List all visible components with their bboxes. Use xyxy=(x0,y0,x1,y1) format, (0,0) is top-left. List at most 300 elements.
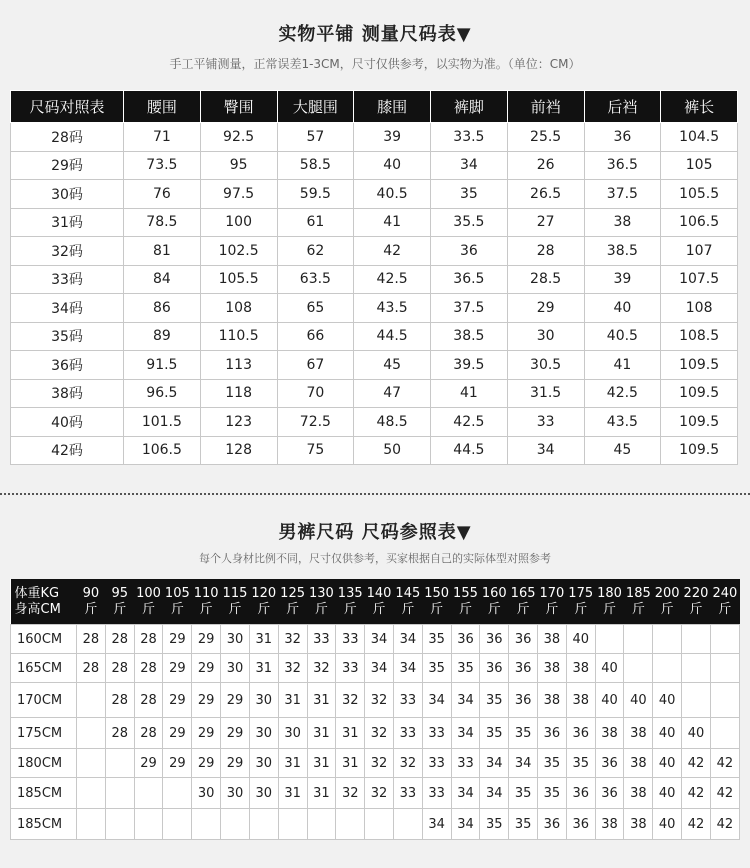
size-cell: 31 xyxy=(278,749,307,778)
weight-header xyxy=(682,579,711,625)
weight-value: 95 xyxy=(111,585,128,601)
size-cell: 36 xyxy=(566,718,595,749)
weight-header xyxy=(566,579,595,625)
table-row xyxy=(11,208,738,237)
weight-header xyxy=(365,579,394,625)
size-cell: 28 xyxy=(105,718,134,749)
weight-unit: 斤 xyxy=(286,601,300,617)
table-row xyxy=(11,294,738,323)
size-cell: 36 xyxy=(538,718,567,749)
size-cell: 40 xyxy=(653,778,682,809)
table-cell: 30码 xyxy=(11,180,124,209)
weight-unit: 斤 xyxy=(545,601,559,617)
table-row xyxy=(11,625,740,654)
weight-value: 240 xyxy=(712,585,738,601)
size-chart-title: 实物平铺 测量尺码表▼ xyxy=(278,24,472,45)
table-row xyxy=(11,123,738,152)
table-cell: 38 xyxy=(584,208,661,237)
size-cell: 35 xyxy=(509,778,538,809)
weight-header xyxy=(221,579,250,625)
table-cell: 41 xyxy=(584,351,661,380)
size-cell xyxy=(77,683,106,718)
size-cell: 34 xyxy=(365,654,394,683)
table-cell: 30.5 xyxy=(507,351,584,380)
weight-unit: 斤 xyxy=(314,601,328,617)
size-cell: 30 xyxy=(249,749,278,778)
weight-value: 130 xyxy=(308,585,334,601)
table-cell: 81 xyxy=(124,237,201,266)
table-cell: 34 xyxy=(507,436,584,465)
table-cell: 36码 xyxy=(11,351,124,380)
size-cell: 36 xyxy=(566,809,595,840)
weight-header xyxy=(538,579,567,625)
height-cell: 185CM xyxy=(11,809,77,840)
size-cell: 30 xyxy=(249,718,278,749)
size-cell: 38 xyxy=(624,718,653,749)
table-cell: 113 xyxy=(200,351,277,380)
table-cell: 39.5 xyxy=(431,351,508,380)
table-cell: 28.5 xyxy=(507,265,584,294)
table-cell: 109.5 xyxy=(661,408,738,437)
table-cell: 110.5 xyxy=(200,322,277,351)
weight-value: 180 xyxy=(597,585,622,601)
table-cell: 36 xyxy=(584,123,661,152)
size-cell: 34 xyxy=(393,654,422,683)
size-cell: 32 xyxy=(336,778,365,809)
weight-header xyxy=(653,579,682,625)
table-cell: 27 xyxy=(507,208,584,237)
size-cell xyxy=(595,625,624,654)
table-cell: 35码 xyxy=(11,322,124,351)
table-cell: 105 xyxy=(661,151,738,180)
weight-label: 体重KG xyxy=(14,585,60,601)
table-row xyxy=(11,749,740,778)
size-cell: 35 xyxy=(566,749,595,778)
table-cell: 42.5 xyxy=(431,408,508,437)
weight-unit: 斤 xyxy=(718,601,732,617)
size-cell: 35 xyxy=(480,809,509,840)
size-cell xyxy=(77,749,106,778)
table-cell: 101.5 xyxy=(124,408,201,437)
table-cell: 33码 xyxy=(11,265,124,294)
size-cell: 35 xyxy=(422,625,451,654)
size-cell: 36 xyxy=(480,654,509,683)
weight-unit: 斤 xyxy=(142,601,156,617)
table-row xyxy=(11,265,738,294)
table-cell: 109.5 xyxy=(661,379,738,408)
size-cell: 29 xyxy=(192,683,221,718)
weight-header xyxy=(624,579,653,625)
size-cell: 33 xyxy=(393,683,422,718)
column-header: 腰围 xyxy=(124,91,201,123)
table-cell: 50 xyxy=(354,436,431,465)
size-cell: 40 xyxy=(653,718,682,749)
size-cell: 40 xyxy=(595,683,624,718)
size-cell xyxy=(163,778,192,809)
size-cell: 42 xyxy=(682,809,711,840)
size-cell: 34 xyxy=(480,778,509,809)
corner-header xyxy=(11,579,77,625)
size-cell xyxy=(105,749,134,778)
table-cell: 41 xyxy=(431,379,508,408)
size-cell xyxy=(307,809,336,840)
table-cell: 95 xyxy=(200,151,277,180)
size-cell: 35 xyxy=(538,778,567,809)
weight-header xyxy=(451,579,480,625)
table-cell: 44.5 xyxy=(431,436,508,465)
size-cell: 33 xyxy=(422,718,451,749)
table-cell: 108 xyxy=(200,294,277,323)
size-cell: 28 xyxy=(105,625,134,654)
weight-value: 110 xyxy=(193,585,219,601)
size-cell: 28 xyxy=(134,683,163,718)
size-cell xyxy=(682,654,711,683)
table-cell: 35 xyxy=(431,180,508,209)
table-row xyxy=(11,237,738,266)
table-cell: 45 xyxy=(354,351,431,380)
size-cell: 42 xyxy=(710,778,739,809)
table-cell: 123 xyxy=(200,408,277,437)
table-cell: 109.5 xyxy=(661,436,738,465)
weight-value: 220 xyxy=(683,585,709,601)
table-cell: 84 xyxy=(124,265,201,294)
table-cell: 38.5 xyxy=(584,237,661,266)
table-cell: 40 xyxy=(584,294,661,323)
table-cell: 47 xyxy=(354,379,431,408)
table-cell: 29 xyxy=(507,294,584,323)
table-cell: 26 xyxy=(507,151,584,180)
size-cell: 38 xyxy=(566,654,595,683)
weight-header xyxy=(393,579,422,625)
size-cell: 34 xyxy=(393,625,422,654)
size-cell: 33 xyxy=(451,749,480,778)
size-cell: 33 xyxy=(393,778,422,809)
weight-header xyxy=(480,579,509,625)
size-cell: 34 xyxy=(451,683,480,718)
size-cell: 32 xyxy=(307,654,336,683)
size-cell: 42 xyxy=(682,778,711,809)
size-cell: 29 xyxy=(163,718,192,749)
size-cell: 32 xyxy=(365,718,394,749)
section-divider xyxy=(0,493,750,495)
table-cell: 37.5 xyxy=(431,294,508,323)
size-cell: 32 xyxy=(365,778,394,809)
table-row xyxy=(11,809,740,840)
table-cell: 39 xyxy=(354,123,431,152)
size-cell: 36 xyxy=(509,654,538,683)
reference-table xyxy=(10,579,740,840)
size-cell: 40 xyxy=(624,683,653,718)
size-cell xyxy=(653,654,682,683)
weight-unit: 斤 xyxy=(574,601,588,617)
table-cell: 59.5 xyxy=(277,180,354,209)
table-cell: 118 xyxy=(200,379,277,408)
size-cell: 30 xyxy=(278,718,307,749)
weight-unit: 斤 xyxy=(199,601,213,617)
size-cell: 30 xyxy=(249,683,278,718)
size-cell: 31 xyxy=(307,749,336,778)
table-cell: 102.5 xyxy=(200,237,277,266)
size-cell: 34 xyxy=(451,718,480,749)
table-cell: 105.5 xyxy=(661,180,738,209)
table-cell: 45 xyxy=(584,436,661,465)
table-cell: 36.5 xyxy=(431,265,508,294)
size-cell: 28 xyxy=(134,718,163,749)
table-cell: 40码 xyxy=(11,408,124,437)
size-cell xyxy=(710,718,739,749)
table-cell: 43.5 xyxy=(354,294,431,323)
reference-chart-title: 男裤尺码 尺码参照表▼ xyxy=(278,522,472,543)
size-cell: 40 xyxy=(566,625,595,654)
column-header: 前裆 xyxy=(507,91,584,123)
size-cell: 30 xyxy=(221,778,250,809)
size-cell: 32 xyxy=(365,683,394,718)
size-cell: 40 xyxy=(653,809,682,840)
table-cell: 44.5 xyxy=(354,322,431,351)
size-cell: 40 xyxy=(682,718,711,749)
column-header: 大腿围 xyxy=(277,91,354,123)
size-cell xyxy=(278,809,307,840)
size-cell: 31 xyxy=(336,718,365,749)
size-cell: 35 xyxy=(509,809,538,840)
column-header: 尺码对照表 xyxy=(11,91,124,123)
height-cell: 165CM xyxy=(11,654,77,683)
table-cell: 105.5 xyxy=(200,265,277,294)
weight-value: 200 xyxy=(654,585,680,601)
table-cell: 86 xyxy=(124,294,201,323)
weight-value: 120 xyxy=(251,585,277,601)
height-cell: 175CM xyxy=(11,718,77,749)
table-row xyxy=(11,778,740,809)
size-cell: 38 xyxy=(624,749,653,778)
size-cell: 28 xyxy=(134,654,163,683)
size-cell: 31 xyxy=(249,625,278,654)
table-cell: 33 xyxy=(507,408,584,437)
weight-unit: 斤 xyxy=(84,601,98,617)
size-cell xyxy=(77,778,106,809)
weight-header xyxy=(509,579,538,625)
size-cell: 40 xyxy=(653,683,682,718)
table-cell: 35.5 xyxy=(431,208,508,237)
weight-unit: 斤 xyxy=(458,601,472,617)
table-cell: 36.5 xyxy=(584,151,661,180)
size-cell xyxy=(336,809,365,840)
weight-value: 170 xyxy=(539,585,565,601)
size-cell: 35 xyxy=(509,718,538,749)
size-cell: 31 xyxy=(307,683,336,718)
table-cell: 107 xyxy=(661,237,738,266)
size-cell: 31 xyxy=(336,749,365,778)
size-cell xyxy=(105,809,134,840)
table-cell: 32码 xyxy=(11,237,124,266)
table-row xyxy=(11,180,738,209)
size-cell: 36 xyxy=(538,809,567,840)
size-cell: 28 xyxy=(105,683,134,718)
table-cell: 97.5 xyxy=(200,180,277,209)
table-cell: 106.5 xyxy=(124,436,201,465)
table-row xyxy=(11,654,740,683)
weight-unit: 斤 xyxy=(343,601,357,617)
size-cell: 42 xyxy=(710,749,739,778)
size-cell: 29 xyxy=(163,749,192,778)
size-cell xyxy=(77,809,106,840)
table-cell: 67 xyxy=(277,351,354,380)
table-cell: 38.5 xyxy=(431,322,508,351)
size-cell: 40 xyxy=(595,654,624,683)
height-label: 身高CM xyxy=(14,601,61,617)
table-cell: 63.5 xyxy=(277,265,354,294)
table-cell: 38码 xyxy=(11,379,124,408)
weight-unit: 斤 xyxy=(372,601,386,617)
size-cell xyxy=(105,778,134,809)
height-cell: 170CM xyxy=(11,683,77,718)
size-cell: 36 xyxy=(509,683,538,718)
table-cell: 108.5 xyxy=(661,322,738,351)
size-cell: 29 xyxy=(163,654,192,683)
size-cell xyxy=(163,809,192,840)
size-cell: 38 xyxy=(624,809,653,840)
size-cell: 35 xyxy=(480,683,509,718)
size-cell: 29 xyxy=(163,683,192,718)
weight-unit: 斤 xyxy=(430,601,444,617)
size-cell: 29 xyxy=(221,683,250,718)
table-cell: 107.5 xyxy=(661,265,738,294)
table-cell: 66 xyxy=(277,322,354,351)
table-cell: 31码 xyxy=(11,208,124,237)
weight-value: 150 xyxy=(424,585,450,601)
size-cell: 38 xyxy=(538,683,567,718)
size-cell: 32 xyxy=(336,683,365,718)
size-cell: 33 xyxy=(307,625,336,654)
table-cell: 42.5 xyxy=(584,379,661,408)
table-row xyxy=(11,683,740,718)
table-cell: 73.5 xyxy=(124,151,201,180)
weight-header xyxy=(307,579,336,625)
table-cell: 25.5 xyxy=(507,123,584,152)
size-cell: 36 xyxy=(509,625,538,654)
size-cell: 42 xyxy=(710,809,739,840)
weight-header xyxy=(249,579,278,625)
table-cell: 92.5 xyxy=(200,123,277,152)
size-cell: 30 xyxy=(249,778,278,809)
size-cell: 30 xyxy=(192,778,221,809)
size-cell: 31 xyxy=(307,718,336,749)
weight-unit: 斤 xyxy=(170,601,184,617)
size-cell: 28 xyxy=(105,654,134,683)
size-cell xyxy=(393,809,422,840)
column-header: 膝围 xyxy=(354,91,431,123)
table-cell: 30 xyxy=(507,322,584,351)
size-cell: 34 xyxy=(422,809,451,840)
table-cell: 100 xyxy=(200,208,277,237)
size-cell xyxy=(624,625,653,654)
table-cell: 26.5 xyxy=(507,180,584,209)
size-cell xyxy=(710,654,739,683)
size-cell xyxy=(365,809,394,840)
weight-header xyxy=(336,579,365,625)
weight-value: 145 xyxy=(395,585,421,601)
size-cell: 29 xyxy=(192,718,221,749)
size-cell: 35 xyxy=(538,749,567,778)
size-cell: 33 xyxy=(393,718,422,749)
size-cell xyxy=(710,683,739,718)
size-cell: 36 xyxy=(595,749,624,778)
column-header: 裤脚 xyxy=(431,91,508,123)
table-cell: 41 xyxy=(354,208,431,237)
size-cell: 34 xyxy=(451,809,480,840)
weight-header xyxy=(77,579,106,625)
column-header: 后裆 xyxy=(584,91,661,123)
table-cell: 29码 xyxy=(11,151,124,180)
size-cell: 38 xyxy=(624,778,653,809)
table-cell: 65 xyxy=(277,294,354,323)
weight-unit: 斤 xyxy=(689,601,703,617)
height-cell: 160CM xyxy=(11,625,77,654)
weight-unit: 斤 xyxy=(603,601,617,617)
size-cell xyxy=(77,718,106,749)
table-cell: 58.5 xyxy=(277,151,354,180)
weight-unit: 斤 xyxy=(401,601,415,617)
size-cell: 34 xyxy=(365,625,394,654)
size-cell: 33 xyxy=(336,625,365,654)
weight-unit: 斤 xyxy=(113,601,127,617)
size-cell: 28 xyxy=(77,654,106,683)
weight-value: 175 xyxy=(568,585,594,601)
table-cell: 72.5 xyxy=(277,408,354,437)
size-cell xyxy=(710,625,739,654)
table-cell: 37.5 xyxy=(584,180,661,209)
weight-value: 140 xyxy=(366,585,392,601)
table-row xyxy=(11,151,738,180)
table-cell: 34码 xyxy=(11,294,124,323)
weight-value: 100 xyxy=(136,585,161,601)
weight-header xyxy=(710,579,739,625)
table-cell: 108 xyxy=(661,294,738,323)
height-cell: 180CM xyxy=(11,749,77,778)
table-row xyxy=(11,379,738,408)
size-cell xyxy=(134,809,163,840)
column-header: 裤长 xyxy=(661,91,738,123)
weight-value: 125 xyxy=(280,585,305,601)
table-cell: 91.5 xyxy=(124,351,201,380)
size-cell xyxy=(682,683,711,718)
size-cell: 34 xyxy=(480,749,509,778)
size-cell xyxy=(624,654,653,683)
table-cell: 42.5 xyxy=(354,265,431,294)
table-cell: 78.5 xyxy=(124,208,201,237)
table-cell: 76 xyxy=(124,180,201,209)
table-cell: 75 xyxy=(277,436,354,465)
table-cell: 39 xyxy=(584,265,661,294)
size-cell: 42 xyxy=(682,749,711,778)
size-cell: 33 xyxy=(422,778,451,809)
size-cell xyxy=(192,809,221,840)
size-cell: 38 xyxy=(595,718,624,749)
size-cell: 29 xyxy=(221,749,250,778)
table-cell: 89 xyxy=(124,322,201,351)
table-cell: 28 xyxy=(507,237,584,266)
size-cell xyxy=(682,625,711,654)
table-cell: 48.5 xyxy=(354,408,431,437)
table-cell: 33.5 xyxy=(431,123,508,152)
weight-header xyxy=(134,579,163,625)
table-cell: 40 xyxy=(354,151,431,180)
weight-value: 185 xyxy=(625,585,651,601)
table-row xyxy=(11,322,738,351)
weight-unit: 斤 xyxy=(257,601,271,617)
size-cell: 33 xyxy=(422,749,451,778)
weight-header xyxy=(278,579,307,625)
